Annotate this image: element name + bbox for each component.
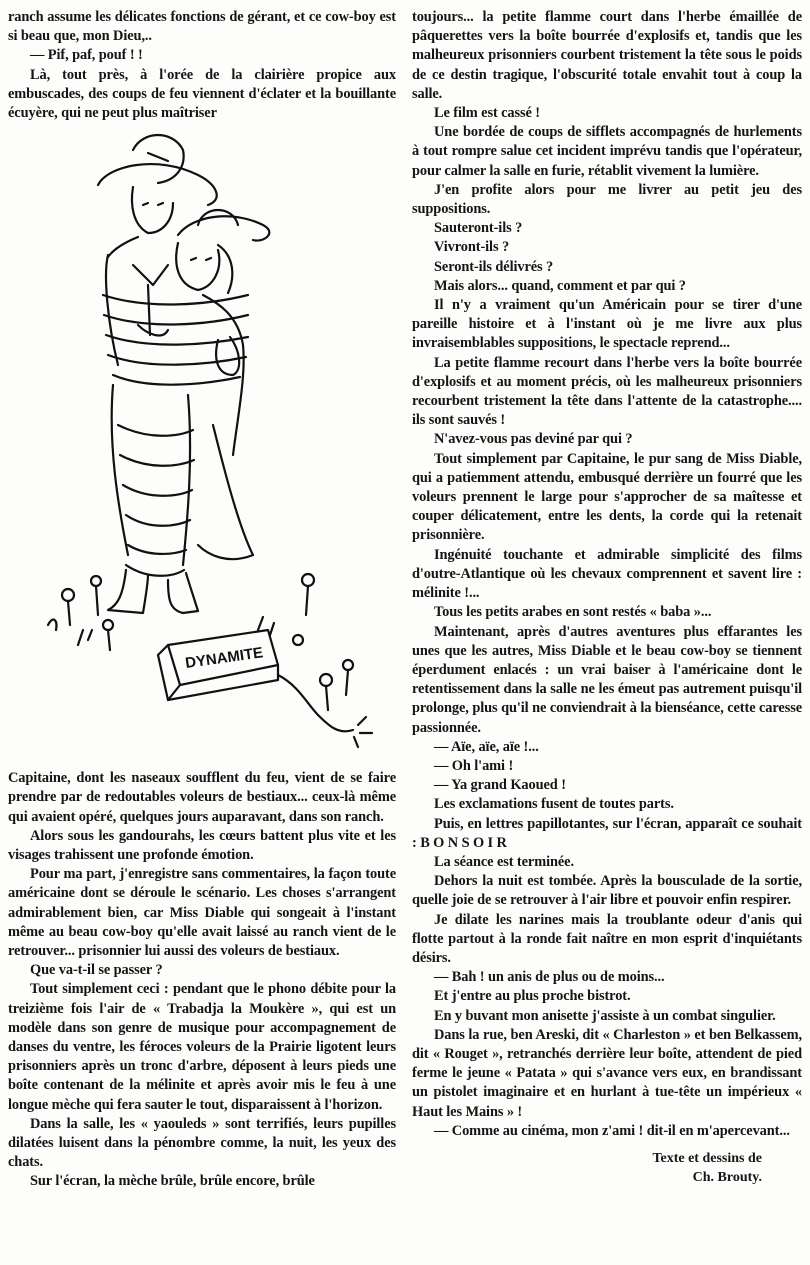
ink-drawing bbox=[8, 125, 396, 765]
right-column bbox=[412, 8, 802, 1187]
paragraph: Seront-ils délivrés ? bbox=[434, 258, 554, 275]
paragraph: Tout simplement ceci : pendant que le phono débite pour la treizième fois l'air de « Trabadja la Moukère », qui est un modèle dans son genre de musique pour accompagnement de danses du ventre, les féroces voleurs de la Prairie ligotent leurs prisonniers après un tronc d'arbre, déposent à leurs pieds une boîte contenant de la mélinite et après avoir mis le feu à une longue mèche qui fera sauter le tout, disparaissent à l'horizon. bbox=[8, 981, 396, 1113]
signature-line: Texte et dessins de bbox=[652, 1150, 762, 1166]
paragraph: ranch assume les délicates fonctions de gérant, et ce cow-boy est si beau que, mon Dieu,.. bbox=[8, 9, 396, 45]
paragraph: Alors sous les gandourahs, les cœurs battent plus vite et les visages trahissent une profonde émotion. bbox=[8, 827, 396, 864]
dynamite-label: DYNAMITE bbox=[184, 644, 265, 673]
paragraph: — Ya grand Kaoued ! bbox=[434, 777, 566, 794]
paragraph: — Oh l'ami ! bbox=[434, 757, 514, 774]
paragraph: Et j'entre au plus proche bistrot. bbox=[434, 988, 631, 1005]
signature bbox=[412, 1149, 802, 1187]
paragraph: Là, tout près, à l'orée de la clairière propice aux embuscades, des coups de feu viennent d'éclater et la bouillante écuyère, qui ne peut plus maîtriser bbox=[8, 66, 396, 122]
paragraph: — Bah ! un anis de plus ou de moins... bbox=[434, 969, 665, 986]
paragraph: Dans la rue, ben Areski, dit « Charleston » et ben Belkassem, dit « Rouget », retranchés derrière leur boîte, attendent de pied ferme le jeune « Patata » qui s'avance vers eux, en brandissant un pistolet imaginaire et en hurlant à tue-tête un impérieux « Haut les Mains » ! bbox=[412, 1026, 802, 1120]
paragraph: En y buvant mon anisette j'assiste à un combat singulier. bbox=[434, 1007, 776, 1024]
paragraph: Les exclamations fusent de toutes parts. bbox=[434, 796, 674, 813]
paragraph: Sur l'écran, la mèche brûle, brûle encore, brûle bbox=[30, 1173, 315, 1190]
paragraph: N'avez-vous pas deviné par qui ? bbox=[434, 431, 633, 448]
paragraph: Ingénuité touchante et admirable simplicité des films d'outre-Atlantique où les chevaux comprennent et savent lire : mélinite !... bbox=[412, 546, 802, 602]
paragraph: Mais alors... quand, comment et par qui ? bbox=[434, 277, 686, 294]
paragraph: Tout simplement par Capitaine, le pur sang de Miss Diable, qui a patiemment attendu, embusqué derrière un fourré que les voleurs prennent le large pour s'approcher de sa maîtesse et couper délicatement, entre les dents, la corde qui la retenait prisonnière. bbox=[412, 450, 802, 544]
paragraph: — Comme au cinéma, mon z'ami ! dit-il en m'apercevant... bbox=[434, 1122, 790, 1139]
paragraph: Que va-t-il se passer ? bbox=[30, 962, 163, 979]
paragraph: Maintenant, après d'autres aventures plus effarantes les unes que les autres, Miss Diable et le beau cow-boy se tiennent éperdument enlacés : un vrai baiser à l'américaine dont le retentissement dans la salle ne les émeut pas autrement puisqu'il prolonge, plus qu'il ne conviendrait à la bienséance, cette caresse passionnée. bbox=[412, 623, 802, 736]
paragraph: Vivront-ils ? bbox=[434, 239, 510, 256]
paragraph: toujours... la petite flamme court dans l'herbe émaillée de pâquerettes vers la boîte bourrée d'explosifs et, tandis que les malheureux prisonniers courbent tristement la tête sous le poids de ce destin tragique, l'obscurité totale envahit tout à coup la salle. bbox=[412, 9, 802, 102]
paragraph: Dehors la nuit est tombée. Après la bousculade de la sortie, quelle joie de se retrouver à l'air libre et pouvoir enfin respirer. bbox=[412, 873, 802, 909]
paragraph: Pour ma part, j'enregistre sans commentaires, la façon toute américaine dont se déroule le scénario. Les choses s'arrangent admirablement bien, car Miss Diable qui songeait à l'instant même au beau cow-boy qu'elle avait laissé au ranch vient de le retrouver... prisonnier lui aussi des voleurs de bestiaux. bbox=[8, 866, 396, 960]
paragraph: Je dilate les narines mais la troublante odeur d'anis qui flotte partout à la ronde fait naître en mon esprit d'inquiétants désirs. bbox=[412, 911, 802, 966]
paragraph: La petite flamme recourt dans l'herbe vers la boîte bourrée d'explosifs et au moment précis, où les malheureux prisonniers recourbent tristement la tête dans l'attente de la catastrophe.... ils sont sauvés ! bbox=[412, 354, 802, 429]
paragraph: J'en profite alors pour me livrer au petit jeu des suppositions. bbox=[412, 181, 802, 218]
paragraph: Tous les petits arabes en sont restés « baba »... bbox=[434, 604, 712, 621]
paragraph: — Pif, paf, pouf ! ! bbox=[30, 47, 143, 64]
paragraph: Capitaine, dont les naseaux soufflent du feu, vient de se faire prendre par de redoutables voleurs de bestiaux... ceux-là même qui avaient opéré, quelques jours auparavant, dans son ranch. bbox=[8, 770, 396, 825]
left-column bbox=[8, 8, 396, 1192]
paragraph: Il n'y a vraiment qu'un Américain pour se tirer d'une pareille histoire et à l'instant où je me livre aux plus invraisemblables suppositions, le spectacle reprend... bbox=[412, 297, 802, 352]
paragraph: — Aïe, aïe, aïe !... bbox=[434, 738, 539, 755]
illustration-tied-prisoners bbox=[8, 125, 396, 765]
paragraph: Dans la salle, les « yaouleds » sont terrifiés, leurs pupilles dilatées luisent dans la pénombre comme, la nuit, les yeux des chats. bbox=[8, 1115, 396, 1171]
signature-author: Ch. Brouty. bbox=[692, 1169, 762, 1185]
paragraph: La séance est terminée. bbox=[434, 853, 574, 870]
paragraph: Le film est cassé ! bbox=[434, 105, 540, 122]
paragraph: Puis, en lettres papillotantes, sur l'écran, apparaît ce souhait : B O N S O I R bbox=[412, 815, 802, 851]
paragraph: Sauteront-ils ? bbox=[434, 220, 523, 237]
paragraph: Une bordée de coups de sifflets accompagnés de hurlements à tout rompre salue cet incident imprévu tandis que l'opérateur, pour calmer la salle en furie, rétablit vivement la lumière. bbox=[412, 124, 802, 179]
